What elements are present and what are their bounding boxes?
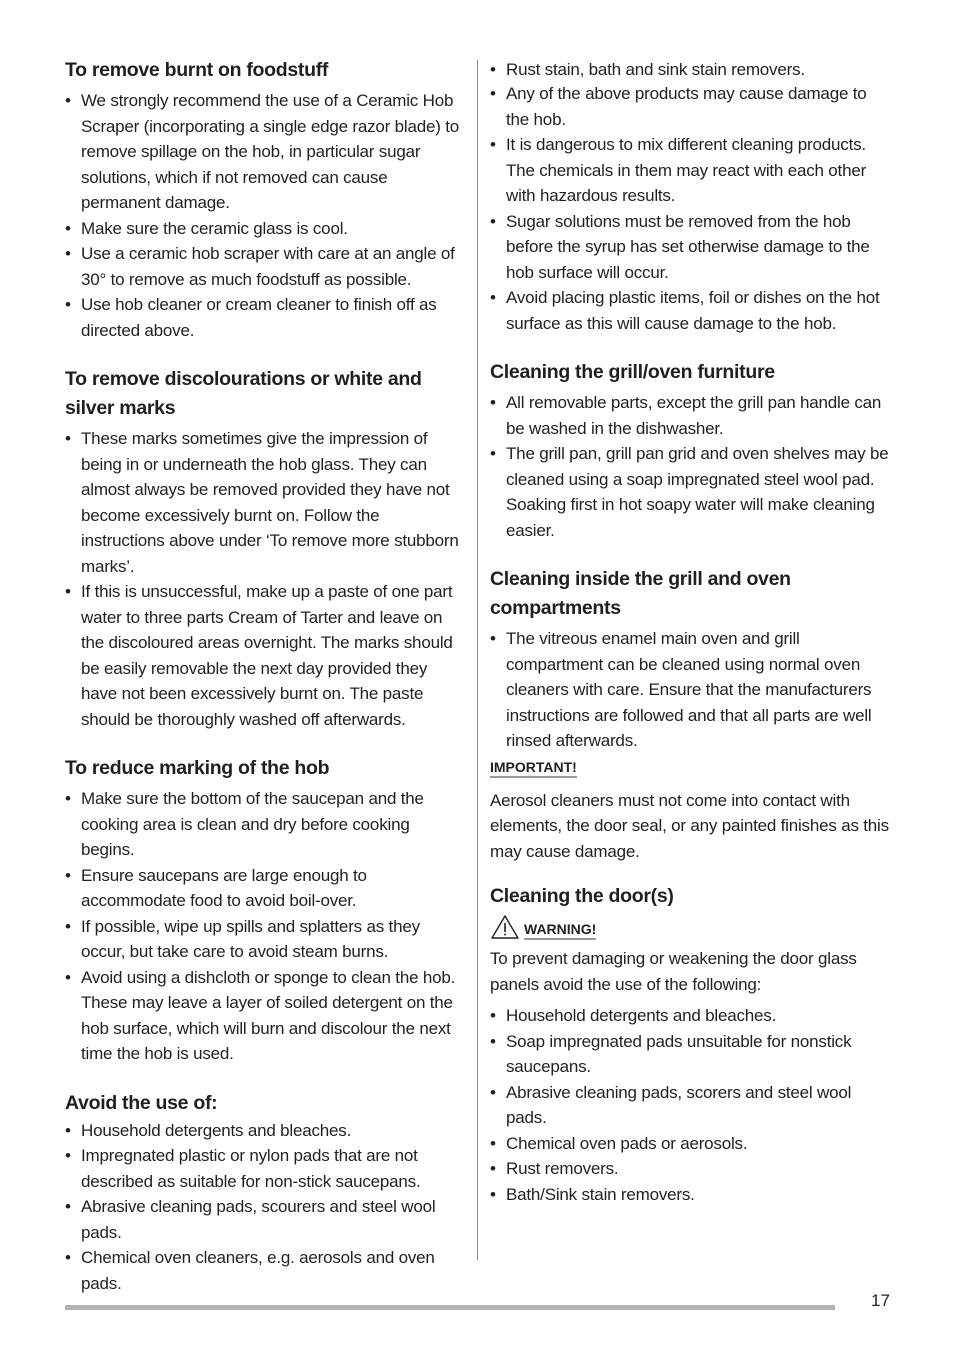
list-item: • The vitreous enamel main oven and grill compartment can be cleaned using normal oven cleaners with care. Ensure that the manufacturers instructions are followed and that all parts are well rinsed afterwards.	[490, 626, 890, 754]
section-avoid-use	[65, 1089, 467, 1297]
list-item: • Avoid placing plastic items, foil or dishes on the hot surface as this will cause damage to the hob.	[490, 285, 890, 336]
list-item: • Use a ceramic hob scraper with care at an angle of 30° to remove as much foodstuff as possible.	[65, 241, 467, 292]
list-item: • Impregnated plastic or nylon pads that are not described as suitable for non-stick saucepans.	[65, 1143, 467, 1194]
list-item: • Sugar solutions must be removed from the hob before the syrup has set otherwise damage to the hob surface will occur.	[490, 209, 890, 286]
list-item: • These marks sometimes give the impression of being in or underneath the hob glass. They can almost always be removed provided they have not become excessively burnt on. Follow the instructions above under ‘To remove more stubborn marks’.	[65, 426, 467, 579]
section-heading: To remove discolourations or white and silver marks	[65, 368, 422, 419]
section-continued-list	[490, 58, 890, 336]
list-item: • Make sure the bottom of the saucepan and the cooking area is clean and dry before cooking begins.	[65, 786, 467, 863]
right-column	[490, 56, 890, 1229]
warning-row	[490, 914, 890, 940]
list-item: • Household detergents and bleaches.	[65, 1118, 467, 1144]
section-inside-grill-oven	[490, 565, 890, 864]
bullet-list	[490, 626, 890, 754]
list-item: • Household detergents and bleaches.	[490, 1003, 890, 1029]
bullet-list	[65, 786, 467, 1067]
bullet-list	[490, 58, 890, 336]
important-label: IMPORTANT!	[490, 758, 577, 778]
list-item: • Abrasive cleaning pads, scourers and steel wool pads.	[65, 1194, 467, 1245]
section-heading: To reduce marking of the hob	[65, 757, 330, 779]
list-item: • Soap impregnated pads unsuitable for nonstick saucepans.	[490, 1029, 890, 1080]
section-heading: Cleaning the door(s)	[490, 885, 674, 907]
column-divider	[477, 60, 478, 1260]
section-heading: Cleaning inside the grill and oven compartments	[490, 568, 791, 619]
list-item: • Any of the above products may cause damage to the hob.	[490, 81, 890, 132]
list-item: • Chemical oven pads or aerosols.	[490, 1131, 890, 1157]
list-item: • Avoid using a dishcloth or sponge to clean the hob. These may leave a layer of soiled detergent on the hob surface, which will burn and discolour the next time the hob is used.	[65, 965, 467, 1067]
section-grill-furniture	[490, 358, 890, 543]
bullet-list	[65, 426, 467, 732]
list-item: • Bath/Sink stain removers.	[490, 1182, 890, 1208]
list-item: • Make sure the ceramic glass is cool.	[65, 216, 467, 242]
list-item: • If this is unsuccessful, make up a paste of one part water to three parts Cream of Tarter and leave on the discoloured areas overnight. The marks should be easily removable the next day provided they have not been excessively burnt on. The paste should be thoroughly washed off afterwards.	[65, 579, 467, 732]
section-heading: Avoid the use of:	[65, 1091, 218, 1114]
section-cleaning-door	[490, 882, 890, 1207]
section-burnt-foodstuff	[65, 56, 467, 343]
footer-rule	[65, 1305, 835, 1310]
list-item: • Abrasive cleaning pads, scorers and steel wool pads.	[490, 1080, 890, 1131]
list-item: • The grill pan, grill pan grid and oven shelves may be cleaned using a soap impregnated steel wool pad. Soaking first in hot soapy water will make cleaning easier.	[490, 441, 890, 543]
door-intro-text: To prevent damaging or weakening the door glass panels avoid the use of the following:	[490, 949, 857, 994]
list-item: • Rust stain, bath and sink stain removers.	[490, 58, 890, 81]
list-item: • Use hob cleaner or cream cleaner to finish off as directed above.	[65, 292, 467, 343]
important-text: Aerosol cleaners must not come into contact with elements, the door seal, or any painted finishes as this may cause damage.	[490, 790, 889, 861]
warning-triangle-icon	[490, 914, 520, 940]
warning-label: WARNING!	[524, 920, 596, 940]
list-item: • Ensure saucepans are large enough to accommodate food to avoid boil-over.	[65, 863, 467, 914]
list-item: • If possible, wipe up spills and splatters as they occur, but take care to avoid steam burns.	[65, 914, 467, 965]
list-item: • We strongly recommend the use of a Ceramic Hob Scraper (incorporating a single edge razor blade) to remove spillage on the hob, in particular sugar solutions, which if not removed can cause permanent damage.	[65, 88, 467, 216]
list-item: • All removable parts, except the grill pan handle can be washed in the dishwasher.	[490, 390, 890, 441]
bullet-list	[65, 1118, 467, 1297]
bullet-list	[490, 390, 890, 543]
bullet-list	[490, 1003, 890, 1207]
left-column	[65, 56, 467, 1318]
bullet-list	[65, 88, 467, 343]
page-number: 17	[871, 1291, 890, 1310]
section-discolourations	[65, 365, 467, 732]
section-reduce-marking	[65, 754, 467, 1067]
section-heading: Cleaning the grill/oven furniture	[490, 361, 775, 383]
list-item: • Chemical oven cleaners, e.g. aerosols and oven pads.	[65, 1245, 467, 1296]
section-heading: To remove burnt on foodstuff	[65, 59, 329, 81]
list-item: • It is dangerous to mix different cleaning products. The chemicals in them may react with each other with hazardous results.	[490, 132, 890, 209]
list-item: • Rust removers.	[490, 1156, 890, 1182]
